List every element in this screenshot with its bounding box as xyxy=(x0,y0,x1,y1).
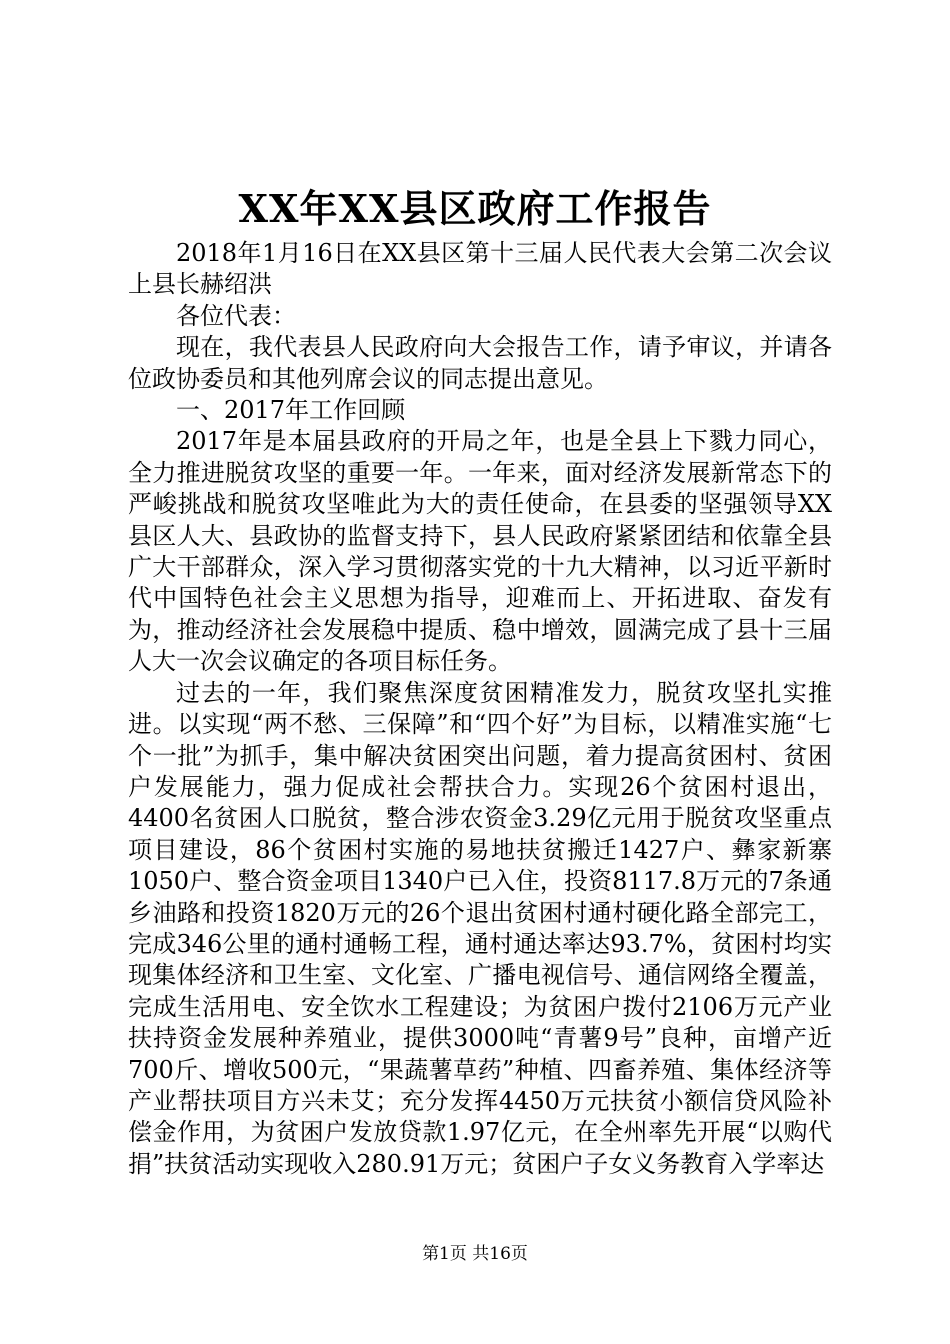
intro-paragraph: 现在，我代表县人民政府向大会报告工作，请予审议，并请各位政协委员和其他列席会议的同志提出意见。 xyxy=(128,333,832,393)
poverty-alleviation-paragraph: 过去的一年，我们聚焦深度贫困精准发力，脱贫攻坚扎实推进。以实现“两不愁、三保障”和“四个好”为目标，以精准实施“七个一批”为抓手，集中解决贫困突出问题，着力提高贫困村、贫困户发展能力，强力促成社会帮扶合力。实现26个贫困村退出，4400名贫困人口脱贫，整合涉农资金3.29亿元用于脱贫攻坚重点项目建设，86个贫困村实施的易地扶贫搬迁1427户、彝家新寨1050户、整合资金项目1340户已入住，投资8117.8万元的7条通乡油路和投资1820万元的26个退出贫困村通村硬化路全部完工，完成346公里的通村通畅工程，通村通达率达93.7%，贫困村均实现集体经济和卫生室、文化室、广播电视信号、通信网络全覆盖，完成生活用电、安全饮水工程建设；为贫困户拨付2106万元产业扶持资金发展种养殖业，提供3000吨“青薯9号”良种，亩增产近700斤、增收500元，“果蔬薯草药”种植、四畜养殖、集体经济等产业帮扶项目方兴未艾；充分发挥4450万元扶贫小额信贷风险补偿金作用，为贫困户发放贷款1.97亿元，在全州率先开展“以购代捐”扶贫活动实现收入280.91万元；贫困户子女义务教育入学率达 xyxy=(128,678,832,1178)
page-number-footer: 第1页 共16页 xyxy=(422,1244,528,1264)
review-paragraph: 2017年是本届县政府的开局之年，也是全县上下戮力同心，全力推进脱贫攻坚的重要一年。一年来，面对经济发展新常态下的严峻挑战和脱贫攻坚唯此为大的责任使命，在县委的坚强领导XX县区人大、县政协的监督支持下，县人民政府紧紧团结和依靠全县广大干部群众，深入学习贯彻落实党的十九大精神，以习近平新时代中国特色社会主义思想为指导，迎难而上、开拓进取、奋发有为，推动经济社会发展稳中提质、稳中增效，圆满完成了县十三届人大一次会议确定的各项目标任务。 xyxy=(128,427,832,676)
document-title: XX年XX县区政府工作报告 xyxy=(238,186,712,231)
meeting-info-paragraph: 2018年1月16日在XX县区第十三届人民代表大会第二次会议上县长赫绍洪 xyxy=(128,239,832,299)
section-heading: 一、2017年工作回顾 xyxy=(176,396,406,425)
salutation-paragraph: 各位代表： xyxy=(176,301,296,330)
document-body xyxy=(128,238,832,1180)
